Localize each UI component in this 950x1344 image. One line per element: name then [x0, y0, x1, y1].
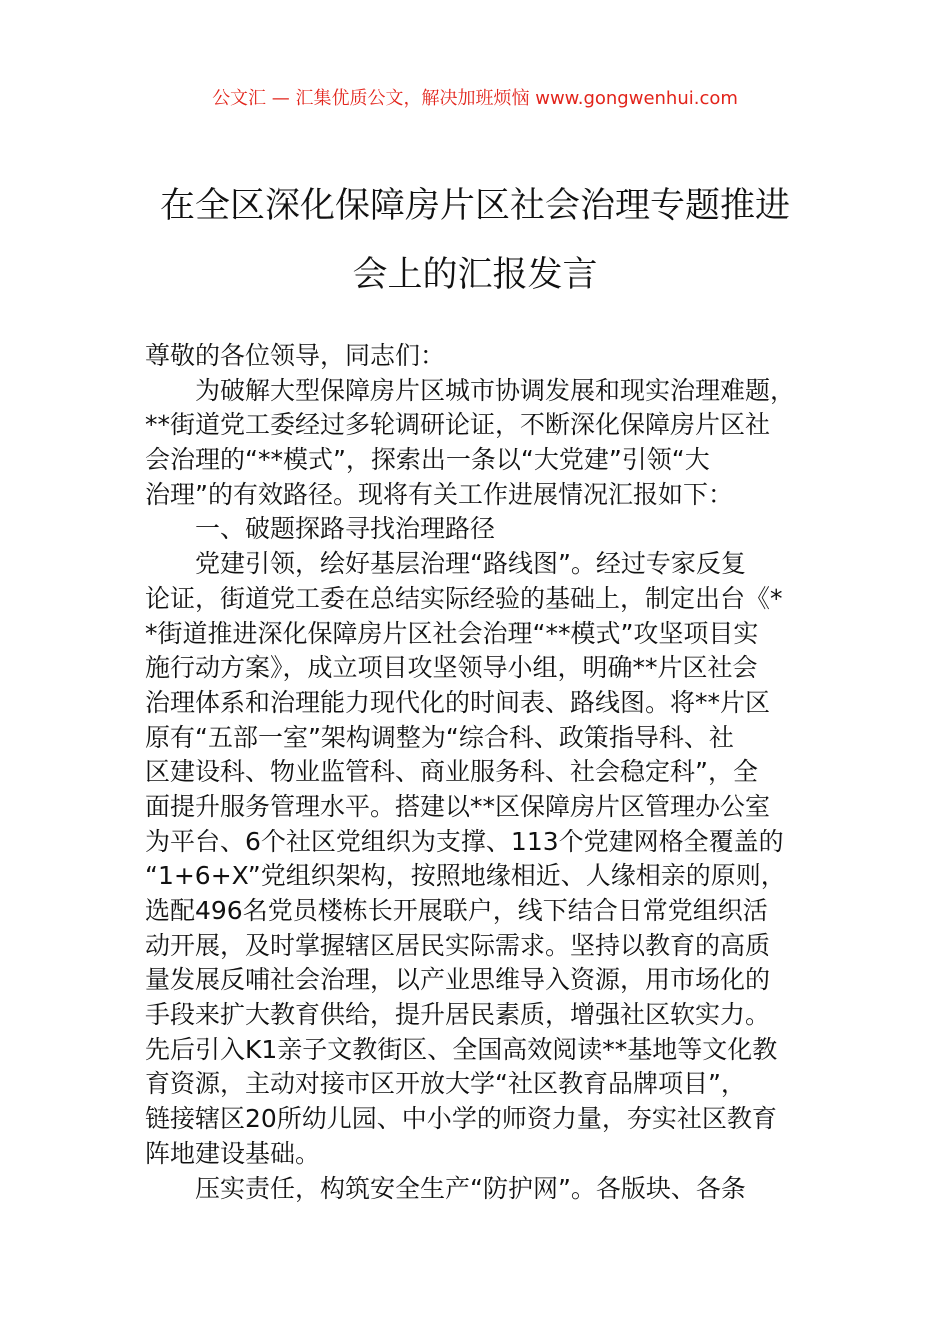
text-line: *街道推进深化保障房片区社会治理“**模式”攻坚项目实 [145, 618, 759, 648]
text-line: 施行动方案》，成立项目攻坚领导小组，明确**片区社会 [145, 653, 758, 683]
text-line: 治理体系和治理能力现代化的时间表、路线图。将**片区 [145, 687, 771, 717]
site-banner: 公文汇 — 汇集优质公文，解决加班烦恼 www.gongwenhui.com [212, 88, 738, 109]
text-line: 为破解大型保障房片区城市协调发展和现实治理难题， [195, 375, 796, 405]
text-line: 阵地建设基础。 [145, 1138, 321, 1168]
text-line: “1+6+X”党组织架构，按照地缘相近、人缘相亲的原则， [145, 861, 786, 891]
text-line: 会治理的“**模式”，探索出一条以“大党建”引领“大 [145, 445, 710, 475]
text-line: 党建引领，绘好基层治理“路线图”。经过专家反复 [195, 549, 746, 579]
text-line: 区建设科、物业监管科、商业服务科、社会稳定科”，全 [145, 757, 758, 787]
text-line: 选配496名党员楼栋长开展联户，线下结合日常党组织活 [145, 896, 768, 925]
text-line: 育资源，主动对接市区开放大学“社区教育品牌项目”， [145, 1069, 746, 1099]
text-line: 尊敬的各位领导，同志们： [145, 341, 446, 370]
text-line: 链接辖区20所幼儿园、中小学的师资力量，夯实社区教育 [145, 1104, 777, 1134]
text-line: 动开展，及时掌握辖区居民实际需求。坚持以教育的高质 [145, 930, 771, 960]
text-line: 量发展反哺社会治理，以产业思维导入资源，用市场化的 [145, 965, 771, 995]
text-line: 手段来扩大教育供给，提升居民素质，增强社区软实力。 [145, 1000, 771, 1030]
text-line: 先后引入K1亲子文教街区、全国高效阅读**基地等文化教 [145, 1034, 778, 1064]
text-line: 治理”的有效路径。现将有关工作进展情况汇报如下： [145, 479, 733, 509]
document-body [145, 339, 845, 1206]
text-line: 压实责任，构筑安全生产“防护网”。各版块、各条 [195, 1173, 746, 1203]
text-line: 为平台、6个社区党组织为支撑、113个党建网格全覆盖的 [145, 826, 784, 856]
text-line: 一、破题探路寻找治理路径 [195, 514, 496, 544]
document-title-line-1: 在全区深化保障房片区社会治理专题推进 [159, 186, 790, 226]
text-line: 面提升服务管理水平。搭建以**区保障房片区管理办公室 [145, 791, 771, 821]
text-line: 原有“五部一室”架构调整为“综合科、政策指导科、社 [145, 722, 734, 752]
document-title-line-2: 会上的汇报发言 [352, 255, 598, 295]
text-line: **街道党工委经过多轮调研论证，不断深化保障房片区社 [145, 410, 771, 440]
text-line: 论证，街道党工委在总结实际经验的基础上，制定出台《* [145, 583, 783, 613]
